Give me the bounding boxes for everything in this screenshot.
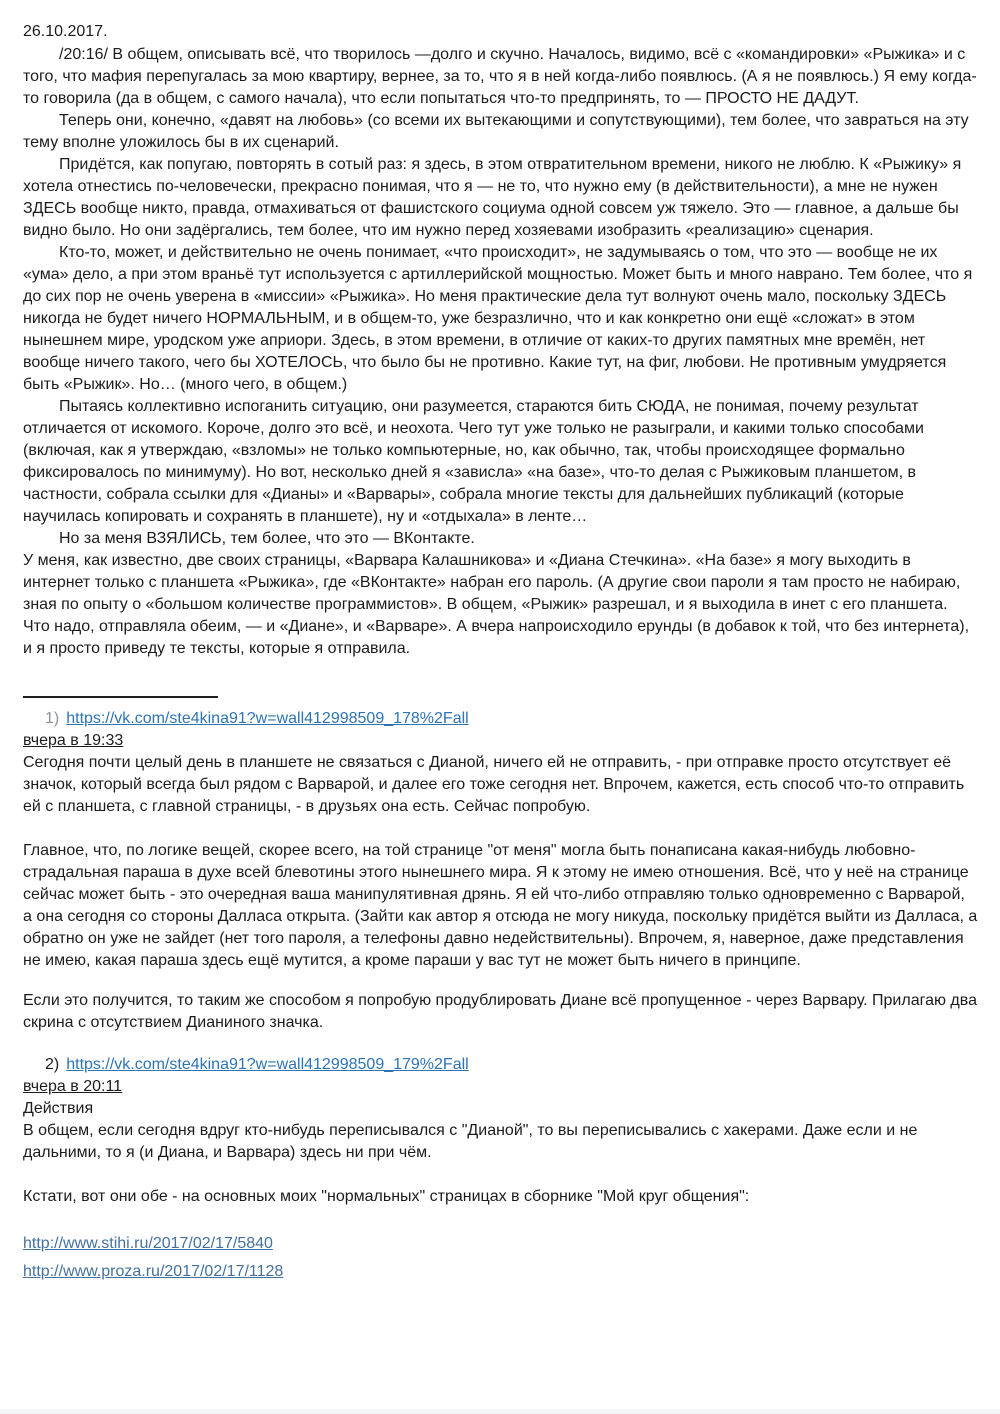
post-timestamp-1[interactable]: вчера в 19:33 [23, 732, 124, 749]
actions-label: Действия [23, 1100, 94, 1117]
body-paragraph-6: Но за меня ВЗЯЛИСЬ, тем более, что это — ВКонтакте. [59, 530, 475, 547]
footnote-1-marker: 1) [45, 710, 60, 727]
post-timestamp-2[interactable]: вчера в 20:11 [23, 1078, 123, 1095]
proza-link-line [23, 1258, 978, 1286]
body-paragraph-2: Теперь они, конечно, «давят на любовь» (со всеми их вытекающими и сопутствующими), тем более, что завраться на эту тему вполне уложилось бы в их сценарий. [23, 112, 969, 151]
body-paragraph-3: Придётся, как попугаю, повторять в сотый раз: я здесь, в этом отвратительном времени, никого не люблю. К «Рыжику» я хотела отнестись по-человечески, прекрасно понимая, что я — не то, что нужно ему (в действительности), а мне не нужен ЗДЕСЬ вообще никто, правда, отмахиваться от фашистского социума одной совсем уж тяжело. Это — главное, а дальше бы видно было. Но они задёргались, тем более, что им нужно перед хозяевами изобразить «реализацию» сценария. [23, 156, 962, 239]
date-line: 26.10.2017. [23, 23, 108, 40]
bottom-edge-strip [0, 1409, 1000, 1414]
stihi-link[interactable]: http://www.stihi.ru/2017/02/17/5840 [23, 1235, 273, 1252]
footnote-entry-1 [23, 708, 978, 1034]
proza-link[interactable]: http://www.proza.ru/2017/02/17/1128 [23, 1263, 284, 1280]
vk-post-link-1[interactable]: https://vk.com/ste4kina91?w=wall412998509_178%2Fall [66, 710, 469, 727]
body-paragraph-7: У меня, как известно, две своих страницы, «Варвара Калашникова» и «Диана Стечкина». «На базе» я могу выходить в интернет только с планшета «Рыжика», где «ВКонтакте» набран его пароль. (А другие свои пароли я там просто не набираю, зная по опыту о «большом количестве программистов». В общем, «Рыжик» разрешал, и я выходила в инет с его планшета. Что надо, отправляла обеим, — и «Диане», и «Варваре». А вчера напроисходило ерунды (в добавок к той, что без интернета), и я просто приведу те тексты, которые я отправила. [23, 552, 970, 657]
vk-post-link-2[interactable]: https://vk.com/ste4kina91?w=wall412998509_179%2Fall [66, 1056, 469, 1073]
vk-post-2-text-1: В общем, если сегодня вдруг кто-нибудь переписывался с "Дианой", то вы переписывались с хакерами. Даже если и не дальними, то я (и Диана, и Варвара) здесь ни при чём. [23, 1122, 918, 1161]
vk-post-1-text-1: Сегодня почти целый день в планшете не связаться с Дианой, ничего ей не отправить, - при отправке просто отсутствует её значок, который всегда был рядом с Варварой, и далее его тоже сегодня нет. Впрочем, кажется, есть способ что-то отправить ей с планшета, с главной страницы, - в друзьях она есть. Сейчас попробую. [23, 754, 965, 815]
vk-post-1-text-3: Если это получится, то таким же способом я попробую продублировать Диане всё пропущенное - через Варвару. Прилагаю два скрина с отсутствием Дианиного значка. [23, 992, 977, 1031]
body-paragraph-4: Кто-то, может, и действительно не очень понимает, «что происходит», не задумываясь о том, что это — вообще не их «ума» дело, а при этом враньё тут используется с артиллерийской мощностью. Может быть и много наврано. Тем более, что я до сих пор не очень уверена в «миссии» «Рыжика». Но меня практические дела тут волнуют очень мало, поскольку ЗДЕСЬ никогда не будет ничего НОРМАЛЬНЫМ, и в общем-то, уже безразлично, что и как конкретно они ещё «сложат» в этом нынешнем мире, уродском уже априори. Здесь, в этом времени, в отличие от каких-то других памятных мне времён, нет вообще ничего такого, чего бы ХОТЕЛОСЬ, что было бы не противно. Какие тут, на фиг, любови. Не противным умудряется быть «Рыжик». Но… (много чего, в общем.) [23, 244, 973, 393]
footnote-entry-2 [23, 1054, 978, 1164]
body-paragraph-5: Пытаясь коллективно испоганить ситуацию, они разумеется, стараются бить СЮДА, не понимая, почему результат отличается от искомого. Короче, долго это всё, и неохота. Чего тут уже только не разыграли, и какими только способами (включая, как я утверждаю, «взломы» не только компьютерные, но, как обычно, так, чтобы происходящее формально фиксировалось по минимуму). Но вот, несколько дней я «зависла» «на базе», что-то делая с Рыжиковым планшетом, в частности, собрала ссылки для «Дианы» и «Варвары», собрала многие тексты для дальнейших публикаций (которые научилась копировать и сохранять в планшете), ну и «отдыхала» в ленте… [23, 398, 924, 525]
body-paragraph-1: /20:16/ В общем, описывать всё, что творилось —долго и скучно. Началось, видимо, всё с «командировки» «Рыжика» и с того, что мафия перепугалась за мою квартиру, вернее, за то, что я в ней когда-либо появлюсь. (А я не появлюсь.) Я ему когда-то говорила (да в общем, с самого начала), что если попытаться что-то предпринять, то — ПРОСТО НЕ ДАДУТ. [23, 46, 977, 107]
footnote-1-header [23, 708, 978, 730]
footnote-2-marker: 2) [45, 1056, 60, 1073]
stihi-link-line [23, 1230, 978, 1258]
vk-post-1-text-2: Главное, что, по логике вещей, скорее всего, на той странице "от меня" могла быть понаписана какая-нибудь любовно-страдальная параша в духе всей блевотины этого нынешнего мира. Я к этому не имею отношения. Всё, что у неё на странице сейчас может быть - это очередная ваша манипулятивная дрянь. Я ей что-либо отправляю только одновременно с Варварой, а она сегодня со стороны Далласа открыта. (Зайти как автор я отсюда не могу никуда, поскольку придётся выйти из Далласа, а обратно он уже не зайдет (нет того пароля, а телефоны давно недействительны). Впрочем, я, наверное, даже представления не имею, какая параша здесь ещё мутится, а кроме параши у вас тут не может быть ничего в принципе. [23, 842, 978, 969]
closing-note: Кстати, вот они обе - на основных моих "нормальных" страницах в сборнике "Мой круг общения": [23, 1188, 750, 1205]
footnote-separator [23, 696, 218, 698]
footnote-2-header [23, 1054, 978, 1076]
